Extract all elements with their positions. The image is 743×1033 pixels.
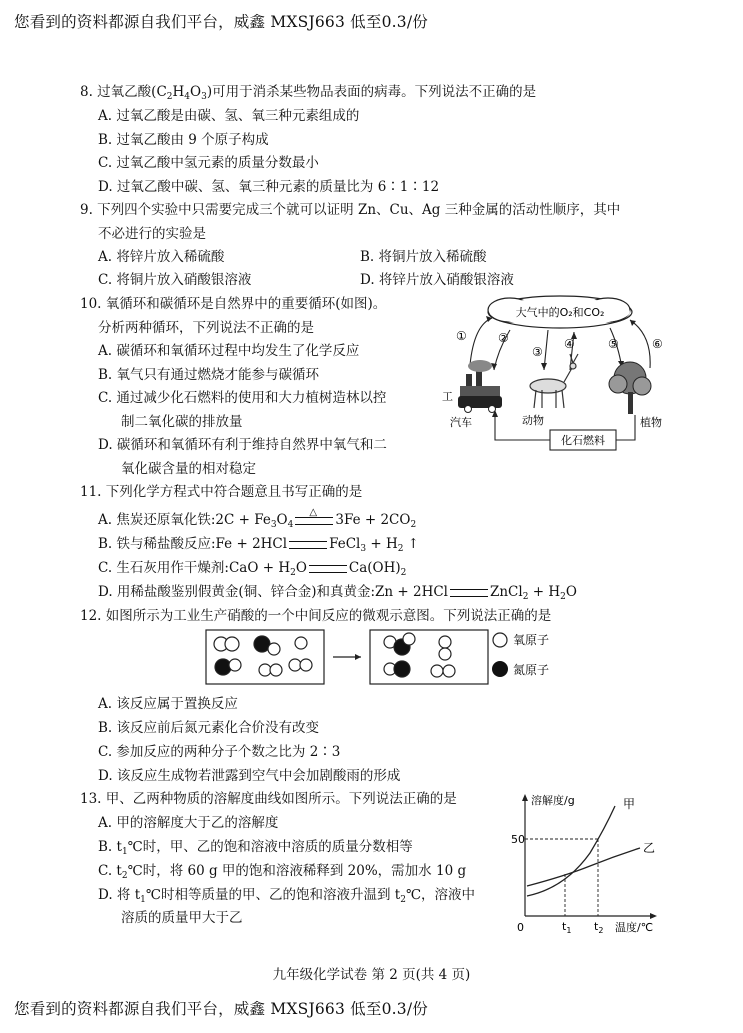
- x-axis-label: 温度/℃: [615, 921, 654, 934]
- page-footer: 九年级化学试卷 第 2 页(共 4 页): [272, 967, 471, 983]
- q11-option-a: A. 焦炭还原氧化铁:2C + $Fe_3O_4$ △ $3Fe + 2CO_2$: [98, 506, 417, 530]
- q13-option-a: A. 甲的溶解度大于乙的溶解度: [98, 815, 279, 831]
- equals-sign-delta: △: [295, 517, 333, 525]
- factory-label: 工: [442, 390, 453, 403]
- q10-option-c-line1: C. 通过减少化石燃料的使用和大力植树造林以控: [98, 390, 387, 406]
- q9-option-c: C. 将铜片放入硝酸银溶液: [98, 272, 252, 288]
- equals-sign: [289, 541, 327, 549]
- q13-option-c: C. $t_2℃$时，将 60 g 甲的饱和溶液稀释到 20%，需加水 10 g: [98, 863, 467, 881]
- factory-car-icon: [458, 360, 502, 413]
- solubility-curve-figure: [505, 788, 670, 936]
- q8-stem: 8. 过氧乙酸$(C_2H_4O_3)$可用于消杀某些物品表面的病毒。下列说法不正确的是: [80, 84, 537, 102]
- nitrogen-atom-legend-icon: [492, 661, 508, 677]
- q8-option-a: A. 过氧乙酸是由碳、氢、氧三种元素组成的: [98, 108, 360, 124]
- q8-option-c: C. 过氧乙酸中氢元素的质量分数最小: [98, 155, 319, 171]
- tree-icon: [609, 362, 651, 414]
- label-6: ⑥: [652, 337, 663, 351]
- q12-option-b: B. 该反应前后氮元素化合价没有改变: [98, 720, 320, 736]
- curve-yi: [527, 848, 640, 886]
- q13-option-b: B. $t_1℃$时，甲、乙的饱和溶液中溶质的质量分数相等: [98, 839, 413, 857]
- plant-label: 植物: [640, 416, 662, 429]
- q10-stem-line1: 10. 氧循环和碳循环是自然界中的重要循环(如图)。: [80, 296, 387, 312]
- q11-stem: 11. 下列化学方程式中符合题意且书写正确的是: [80, 484, 363, 500]
- label-1: ①: [456, 329, 467, 343]
- q12-option-a: A. 该反应属于置换反应: [98, 696, 238, 712]
- carbon-oxygen-cycle-figure: [440, 290, 680, 465]
- q11-option-b: B. 铁与稀盐酸反应:Fe + 2HCl FeCl$_3$ + $H_2$ ↑: [98, 536, 420, 554]
- y-tick-50: 50: [511, 833, 525, 846]
- label-4: ④: [564, 337, 575, 351]
- q9-option-d: D. 将锌片放入硝酸银溶液: [360, 272, 514, 288]
- q12-option-d: D. 该反应生成物若泄露到空气中会加剧酸雨的形成: [98, 768, 401, 784]
- origin-label: 0: [517, 921, 524, 934]
- q13-option-d-line2: 溶质的质量甲大于乙: [121, 910, 243, 926]
- label-5: ⑤: [608, 337, 619, 351]
- q12-stem: 12. 如图所示为工业生产硝酸的一个中间反应的微观示意图。下列说法正确的是: [80, 608, 552, 624]
- equals-sign: [450, 589, 488, 597]
- fossil-label: 化石燃料: [561, 434, 605, 447]
- q12-option-c: C. 参加反应的两种分子个数之比为 2∶3: [98, 744, 341, 760]
- top-banner: 您看到的资料都源自我们平台，威鑫 MXSJ663 低至0.3/份: [14, 13, 428, 31]
- q9-stem-line2: 不必进行的实验是: [98, 226, 206, 242]
- label-2: ②: [498, 331, 509, 345]
- q9-option-a: A. 将锌片放入稀硫酸: [98, 249, 225, 265]
- legend-nitrogen: 氮原子: [513, 663, 550, 677]
- q13-stem: 13. 甲、乙两种物质的溶解度曲线如图所示。下列说法正确的是: [80, 791, 457, 807]
- oxygen-atom-legend-icon: [493, 633, 507, 647]
- micro-reaction-figure: [205, 627, 625, 687]
- q8-option-b: B. 过氧乙酸由 9 个原子构成: [98, 132, 269, 148]
- bottom-banner: 您看到的资料都源自我们平台，威鑫 MXSJ663 低至0.3/份: [14, 1000, 428, 1018]
- q10-option-c-line2: 制二氧化碳的排放量: [121, 414, 243, 430]
- animal-label: 动物: [522, 414, 544, 427]
- q9-option-b: B. 将铜片放入稀硫酸: [360, 249, 487, 265]
- cloud-label: 大气中的O₂和CO₂: [515, 306, 605, 319]
- label-3: ③: [532, 345, 543, 359]
- t2-label: $t_2$: [594, 920, 604, 935]
- t1-label: $t_1$: [562, 920, 572, 935]
- equals-sign: [309, 565, 347, 573]
- q13-option-d-line1: D. 将 $t_1℃$时相等质量的甲、乙的饱和溶液升温到 $t_2℃$，溶液中: [98, 887, 476, 905]
- q10-option-d-line1: D. 碳循环和氧循环有利于维持自然界中氧气和二: [98, 437, 387, 453]
- curve-jia-label: 甲: [623, 797, 636, 811]
- q9-stem-line1: 9. 下列四个实验中只需要完成三个就可以证明 Zn、Cu、Ag 三种金属的活动性顺序，其中: [80, 202, 621, 218]
- q11-option-c: C. 生石灰用作干燥剂:CaO + $H_2O$ $Ca(OH)_2$: [98, 560, 407, 578]
- q10-option-d-line2: 氧化碳含量的相对稳定: [121, 461, 256, 477]
- q10-option-b: B. 氧气只有通过燃烧才能参与碳循环: [98, 367, 320, 383]
- car-label: 汽车: [450, 416, 472, 429]
- q8-option-d: D. 过氧乙酸中碳、氢、氧三种元素的质量比为 6∶1∶12: [98, 179, 440, 195]
- q10-stem-line2: 分析两种循环，下列说法不正确的是: [98, 320, 314, 336]
- q10-option-a: A. 碳循环和氧循环过程中均发生了化学反应: [98, 343, 360, 359]
- curve-yi-label: 乙: [643, 841, 656, 855]
- arrow-1: [470, 318, 492, 365]
- q11-option-d: D. 用稀盐酸鉴别假黄金(铜、锌合金)和真黄金:Zn + 2HCl ZnCl$_2$ + $H_2O$: [98, 584, 577, 602]
- legend-oxygen: 氧原子: [513, 633, 550, 647]
- y-axis-label: 溶解度/g: [531, 794, 575, 807]
- arrow-6: [630, 320, 650, 368]
